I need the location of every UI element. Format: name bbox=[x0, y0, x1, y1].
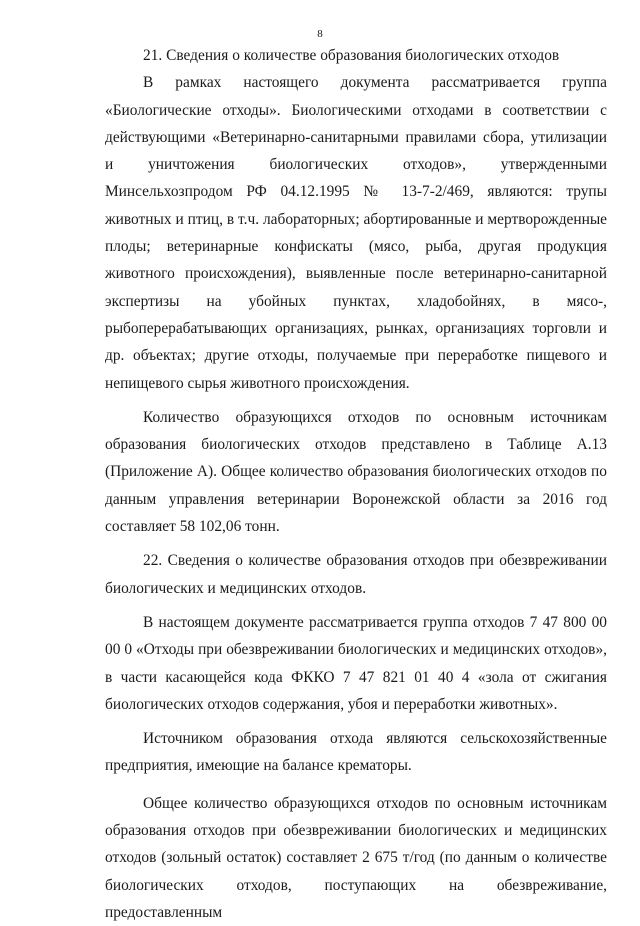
document-body bbox=[105, 42, 607, 926]
section-22-heading: 22. Сведения о количестве образования отходов при обезвреживании биологических и медицинских отходов. bbox=[105, 552, 607, 597]
paragraph-waste-group: В настоящем документе рассматривается группа отходов 7 47 800 00 00 0 «Отходы при обезвреживании биологических и медицинских отходов», в части касающейся кода ФККО 7 47 821 01 40 4 «зола от сжигания биологических отходов содержания, убоя и переработки животных». bbox=[105, 613, 607, 713]
paragraph-biological-waste-definition: В рамках настоящего документа рассматривается группа «Биологические отходы». Биологическими отходами в соответствии с действующими «Ветеринарно-санитарными правилами сбора, утилизации и уничтожения биологических отходов», утвержденными Минсельхозпродом РФ 04.12.1995 № 13-7-2/469, являются: трупы животных и птиц, в т.ч. лабораторных; абортированные и мертворожденные плоды; ветеринарные конфискаты (мясо, рыба, другая продукция животного происхождения), выявленные после ветеринарно-санитарной экспертизы на убойных пунктах, хладобойнях, в мясо-, рыбоперерабатывающих организациях, рынках, организациях торговли и др. объектах; другие отходы, получаемые при переработке пищевого и непищевого сырья животного происхождения. bbox=[105, 74, 607, 392]
paragraph-ash-quantity: Общее количество образующихся отходов по основным источникам образования отходов при обезвреживании биологических и медицинских отходов (зольный остаток) составляет 2 675 т/год (по данным о количестве биологических отходов, поступающих на обезвреживание, предоставленным bbox=[105, 794, 607, 921]
paragraph-biological-waste-quantity: Количество образующихся отходов по основным источникам образования биологических отходов представлено в Таблице А.13 (Приложение А). Общее количество образования биологических отходов по данным управления ветеринарии Воронежской области за 2016 год составляет 58 102,06 тонн. bbox=[105, 408, 607, 536]
section-21-heading: 21. Сведения о количестве образования биологических отходов bbox=[143, 47, 560, 64]
paragraph-waste-source: Источником образования отхода являются сельскохозяйственные предприятия, имеющие на балансе крематоры. bbox=[105, 730, 607, 775]
page-number: 8 bbox=[317, 28, 323, 40]
